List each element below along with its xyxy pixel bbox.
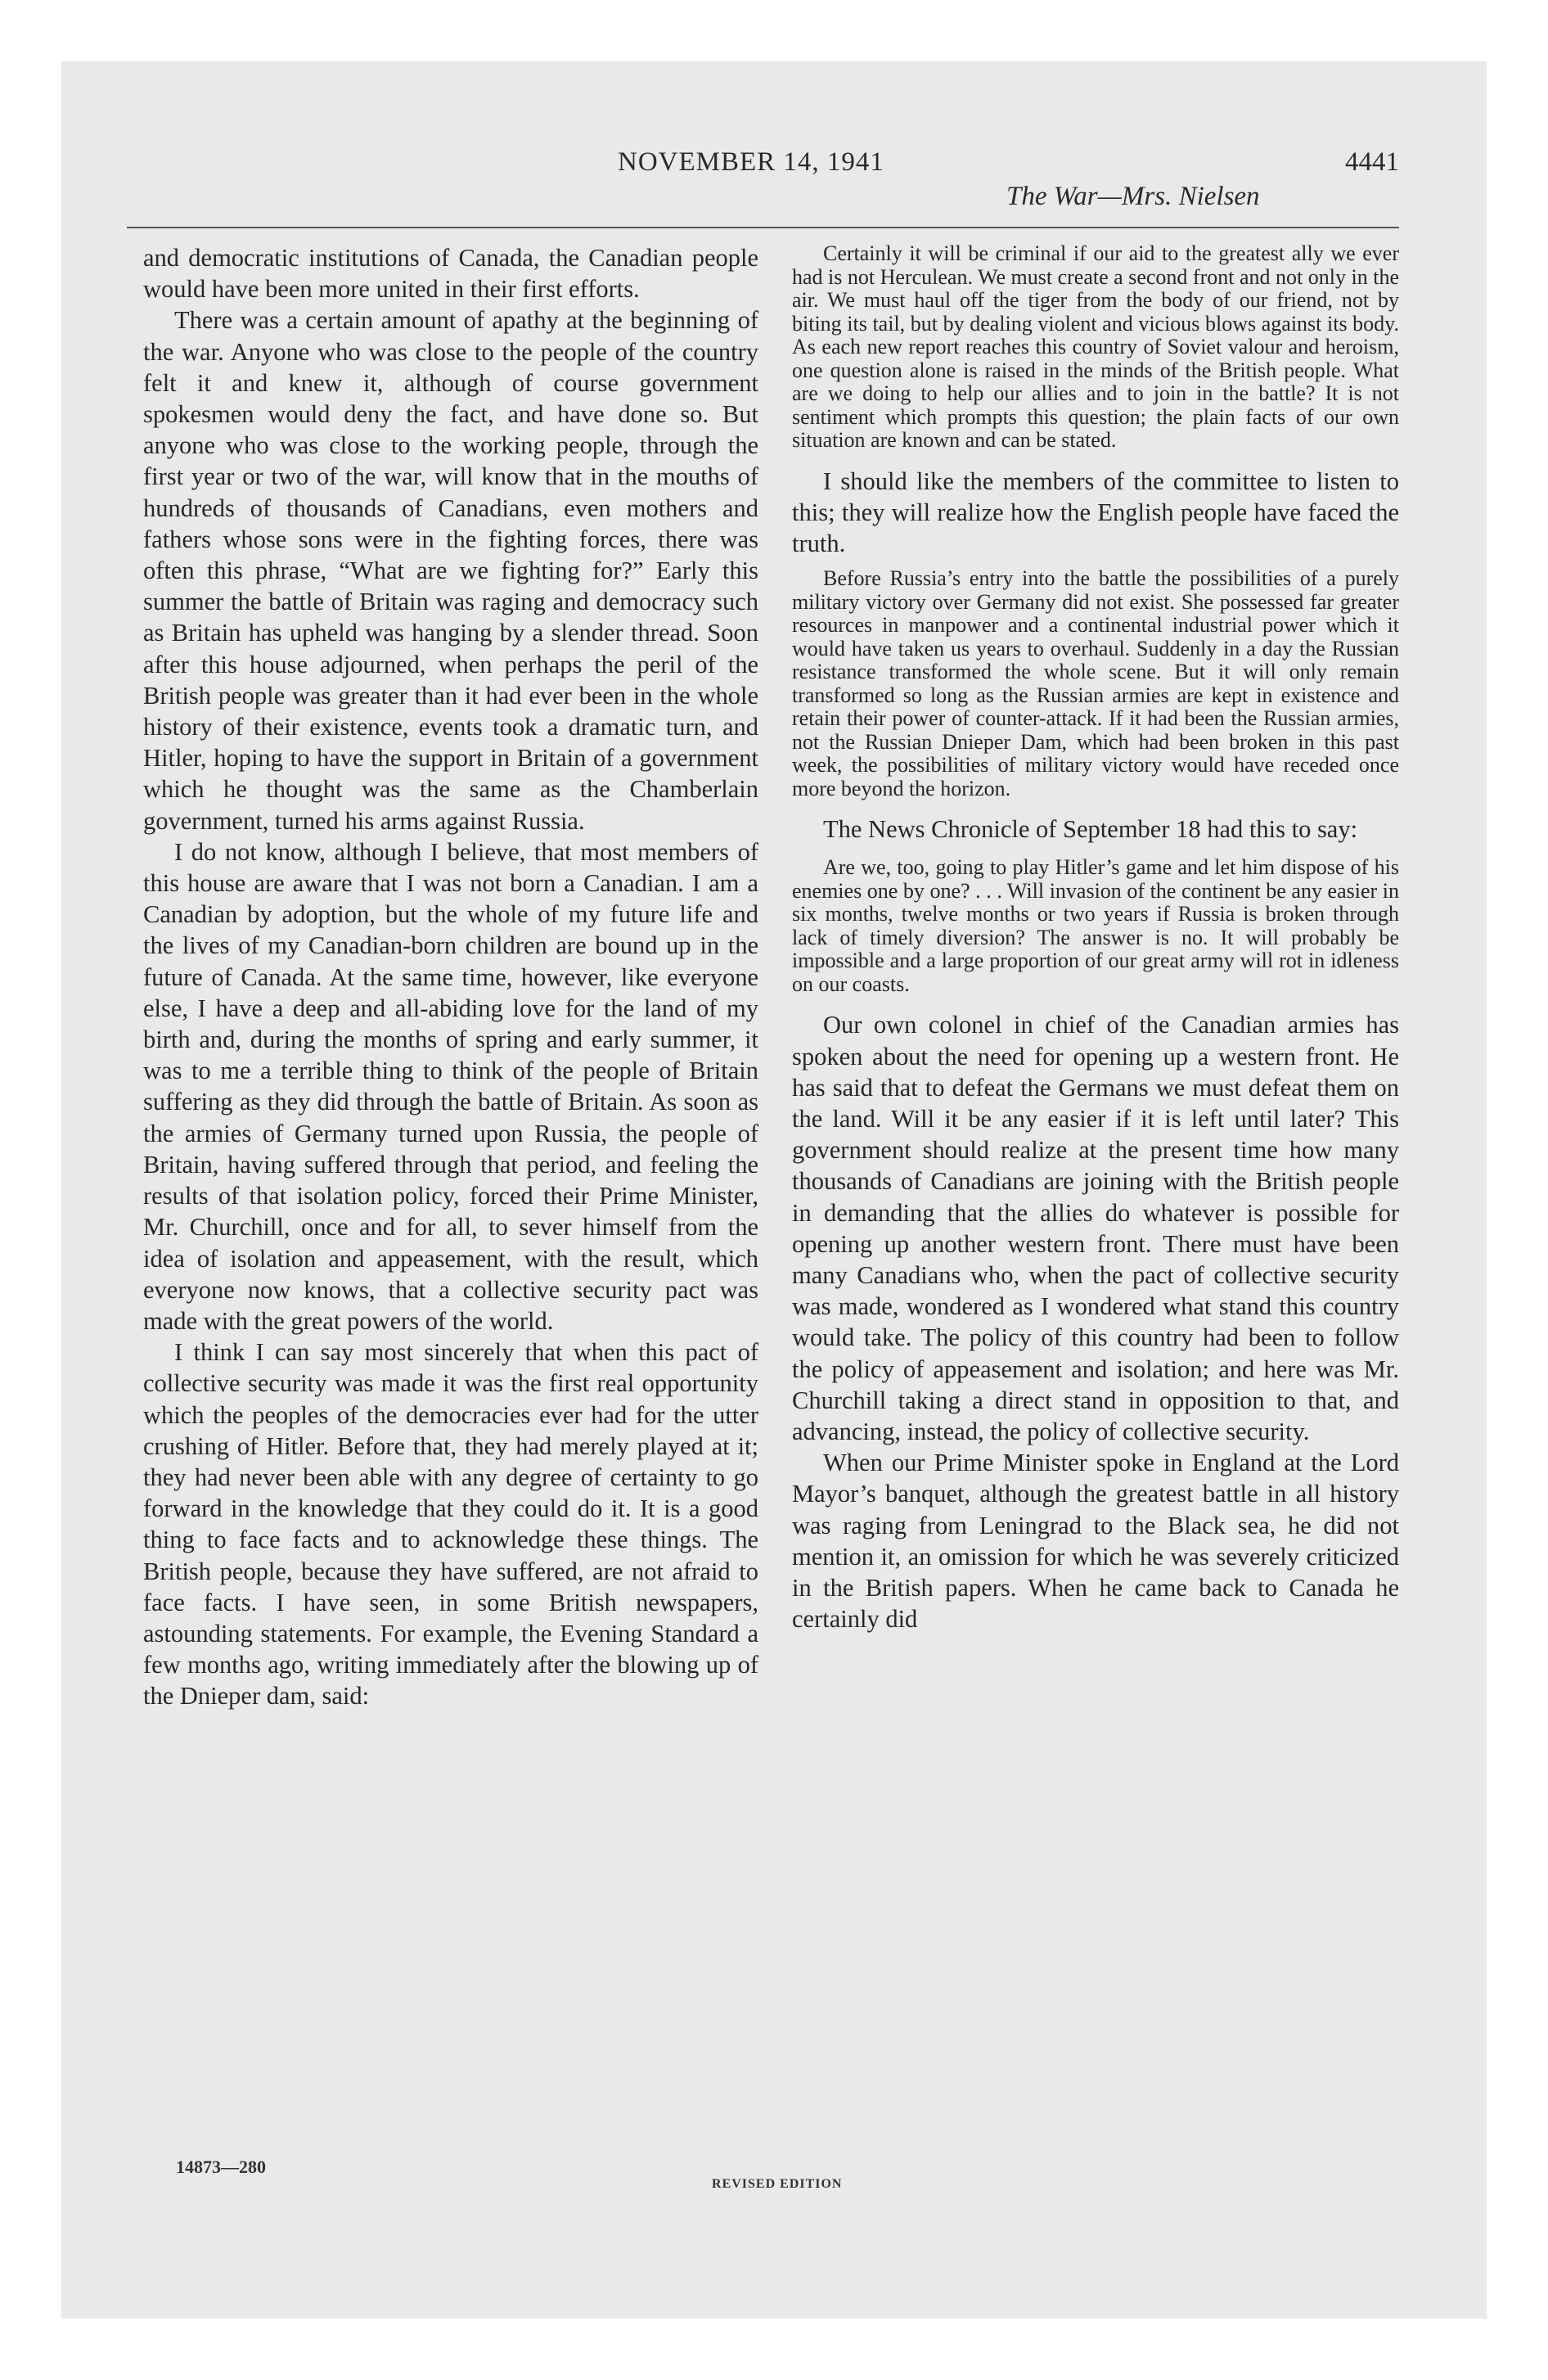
page-number: 4441 (1345, 147, 1399, 177)
page-header (127, 139, 1399, 221)
document-number: 14873—280 (176, 2157, 266, 2177)
paragraph: When our Prime Minister spoke in England at the Lord Mayor’s banquet, although the greatest battle in all history was raging from Leningrad to the Black sea, he did not mention it, an omission for which he was severely criticized in the British papers. When he came back to Canada he certainly did (792, 1449, 1399, 1634)
quoted-paragraph: Certainly it will be criminal if our aid to the greatest ally we ever had is not Herculean. We must create a second front and not only in the air. We must haul off the tiger from the body of our friend, not by biting its tail, but by dealing violent and vicious blows against its body. As each new report reaches this country of Soviet valour and heroism, one question alone is raised in the minds of the British people. What are we doing to help our allies and to join in the battle? It is not sentiment which prompts this question; the plain facts of our own situation are known and can be stated. (792, 241, 1399, 452)
header-date: NOVEMBER 14, 1941 (618, 147, 884, 177)
header-rule (127, 227, 1399, 228)
paragraph: I should like the members of the committee to listen to this; they will realize how the English people have faced the truth. (792, 467, 1399, 557)
header-subject: The War—Mrs. Nielsen (1006, 182, 1260, 211)
paragraph: I think I can say most sincerely that when this pact of collective security was made it was the first real opportunity which the peoples of the democracies ever had for the utter crushing of Hitler. Before that, they had merely played at it; they had never been able with any degree of certainty to go forward in the knowledge that they could do it. It is a good thing to face facts and to acknowledge these things. The British people, because they have suffered, are not afraid to face facts. I have seen, in some British newspapers, astounding statements. For example, the Evening Standard a few months ago, writing immediately after the blowing up of the Dnieper dam, said: (143, 1338, 758, 1711)
paragraph: There was a certain amount of apathy at the beginning of the war. Anyone who was close to the people of the country felt it and knew it, although of course government spokesmen would deny the fact, and have done so. But anyone who was close to the working people, through the first year or two of the war, will know that in the mouths of hundreds of thousands of Canadians, even mothers and fathers whose sons were in the fighting forces, there was often this phrase, “What are we fighting for?” Early this summer the battle of Britain was raging and democracy such as Britain has upheld was hanging by a slender thread. Soon after this house adjourned, when perhaps the peril of the British people was greater than it had ever been in the whole history of their existence, events took a dramatic turn, and Hitler, hoping to have the support in Britain of a government which he thought was the same as the Chamberlain government, turned his arms against Russia. (143, 306, 758, 835)
right-column (792, 242, 1399, 1634)
quoted-paragraph: Are we, too, going to play Hitler’s game and let him dispose of his enemies one by one? . . . Will invasion of the continent be any easier in six months, twelve months or two years if Russia is broken through lack of timely diversion? The answer is no. It will probably be impossible and a large proportion of our great army will rot in idleness on our coasts. (792, 855, 1399, 996)
paragraph: The News Chronicle of September 18 had this to say: (823, 815, 1358, 844)
edition-label: REVISED EDITION (712, 2177, 843, 2191)
paragraph: and democratic institutions of Canada, the Canadian people would have been more united in their first efforts. (143, 244, 758, 304)
paragraph: Our own colonel in chief of the Canadian armies has spoken about the need for opening up a western front. He has said that to defeat the Germans we must defeat them on the land. Will it be any easier if it is left until later? This government should realize at the present time how many thousands of Canadians are joining with the British people in demanding that the allies do whatever is possible for opening up another western front. There must have been many Canadians who, when the pact of collective security was made, wondered as I wondered what stand this country would take. The policy of this country had been to follow the policy of appeasement and isolation; and here was Mr. Churchill taking a direct stand in opposition to that, and advancing, instead, the policy of collective security. (792, 1011, 1399, 1445)
quoted-paragraph: Before Russia’s entry into the battle the possibilities of a purely military victory over Germany did not exist. She possessed far greater resources in manpower and a continental industrial power which it would have taken us years to overhaul. Suddenly in a day the Russian resistance transformed the whole scene. But it will only remain transformed so long as the Russian armies are kept in existence and retain their power of counter-attack. If it had been the Russian armies, not the Russian Dnieper Dam, which had been broken in this past week, the possibilities of military victory would have receded once more beyond the horizon. (792, 566, 1399, 800)
paragraph: I do not know, although I believe, that most members of this house are aware that I was not born a Canadian. I am a Canadian by adoption, but the whole of my future life and the lives of my Canadian-born children are bound up in the future of Canada. At the same time, however, like everyone else, I have a deep and all-abiding love for the land of my birth and, during the months of spring and early summer, it was to me a terrible thing to think of the people of Britain suffering as they did through the battle of Britain. As soon as the armies of Germany turned upon Russia, the people of Britain, having suffered through that period, and feeling the results of that isolation policy, forced their Prime Minister, Mr. Churchill, once and for all, to sever himself from the idea of isolation and appeasement, with the result, which everyone now knows, that a collective security pact was made with the great powers of the world. (143, 837, 758, 1335)
left-column (143, 242, 758, 1712)
